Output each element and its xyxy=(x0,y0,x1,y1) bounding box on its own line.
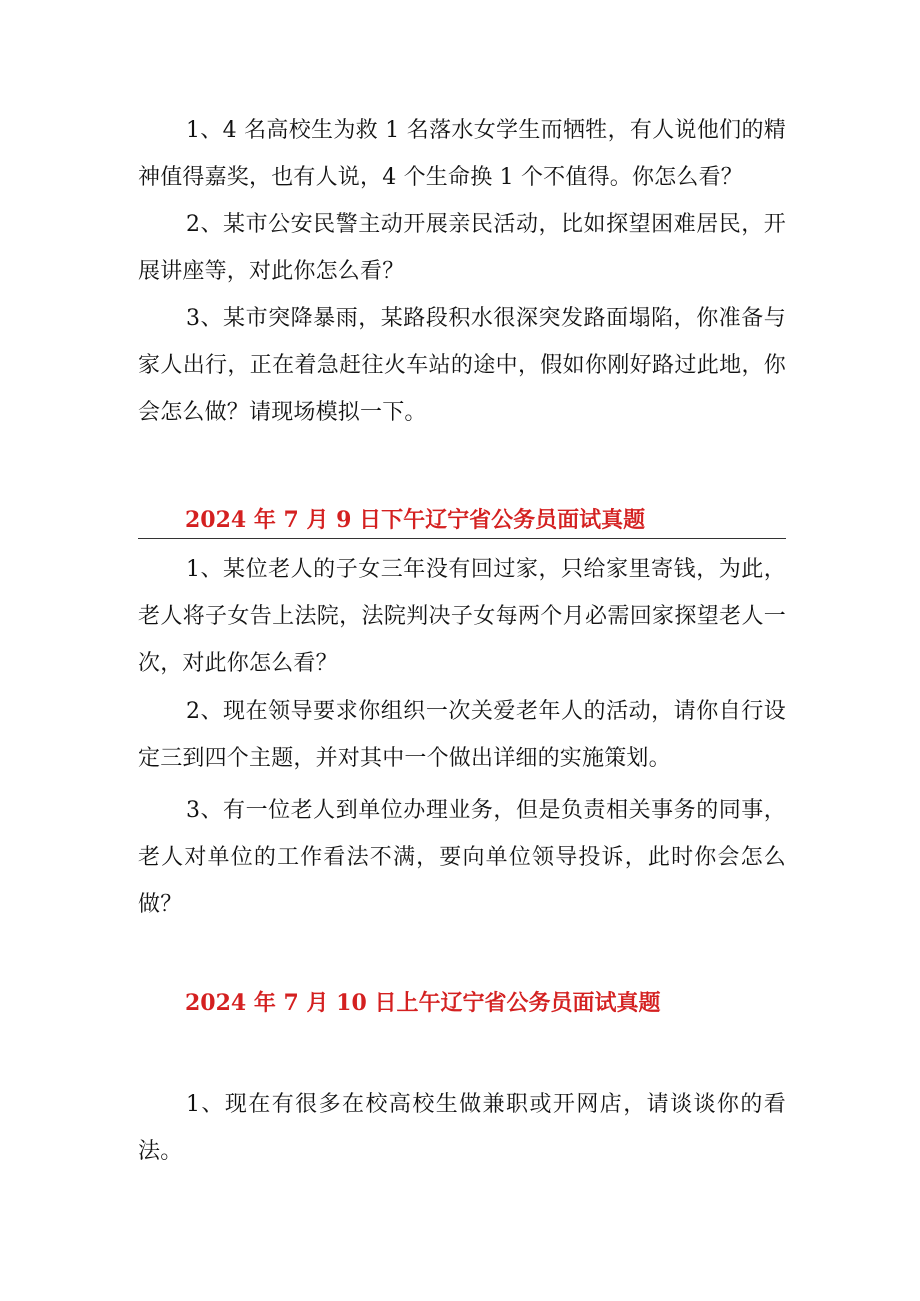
section-heading: 2024 年 7 月 9 日下午辽宁省公务员面试真题 xyxy=(185,507,646,533)
heading-divider xyxy=(138,538,786,539)
section-heading: 2024 年 7 月 10 日上午辽宁省公务员面试真题 xyxy=(185,990,661,1016)
question-paragraph: 1、某位老人的子女三年没有回过家，只给家里寄钱，为此，老人将子女告上法院，法院判决子女每两个月必需回家探望老人一次，对此你怎么看？ xyxy=(138,557,786,676)
question-paragraph: 2、现在领导要求你组织一次关爱老年人的活动，请你自行设定三到四个主题，并对其中一个做出详细的实施策划。 xyxy=(138,699,786,771)
question-paragraph: 3、有一位老人到单位办理业务，但是负责相关事务的同事，老人对单位的工作看法不满，要向单位领导投诉，此时你会怎么做？ xyxy=(138,798,786,917)
question-paragraph: 1、现在有很多在校高校生做兼职或开网店，请谈谈你的看法。 xyxy=(138,1092,786,1164)
question-paragraph: 3、某市突降暴雨，某路段积水很深突发路面塌陷，你准备与家人出行，正在着急赶往火车站的途中，假如你刚好路过此地，你会怎么做？请现场模拟一下。 xyxy=(138,306,786,425)
question-paragraph: 2、某市公安民警主动开展亲民活动，比如探望困难居民，开展讲座等，对此你怎么看？ xyxy=(138,212,786,284)
question-paragraph: 1、4 名高校生为救 1 名落水女学生而牺牲，有人说他们的精神值得嘉奖，也有人说，4 个生命换 1 个不值得。你怎么看？ xyxy=(138,118,786,190)
